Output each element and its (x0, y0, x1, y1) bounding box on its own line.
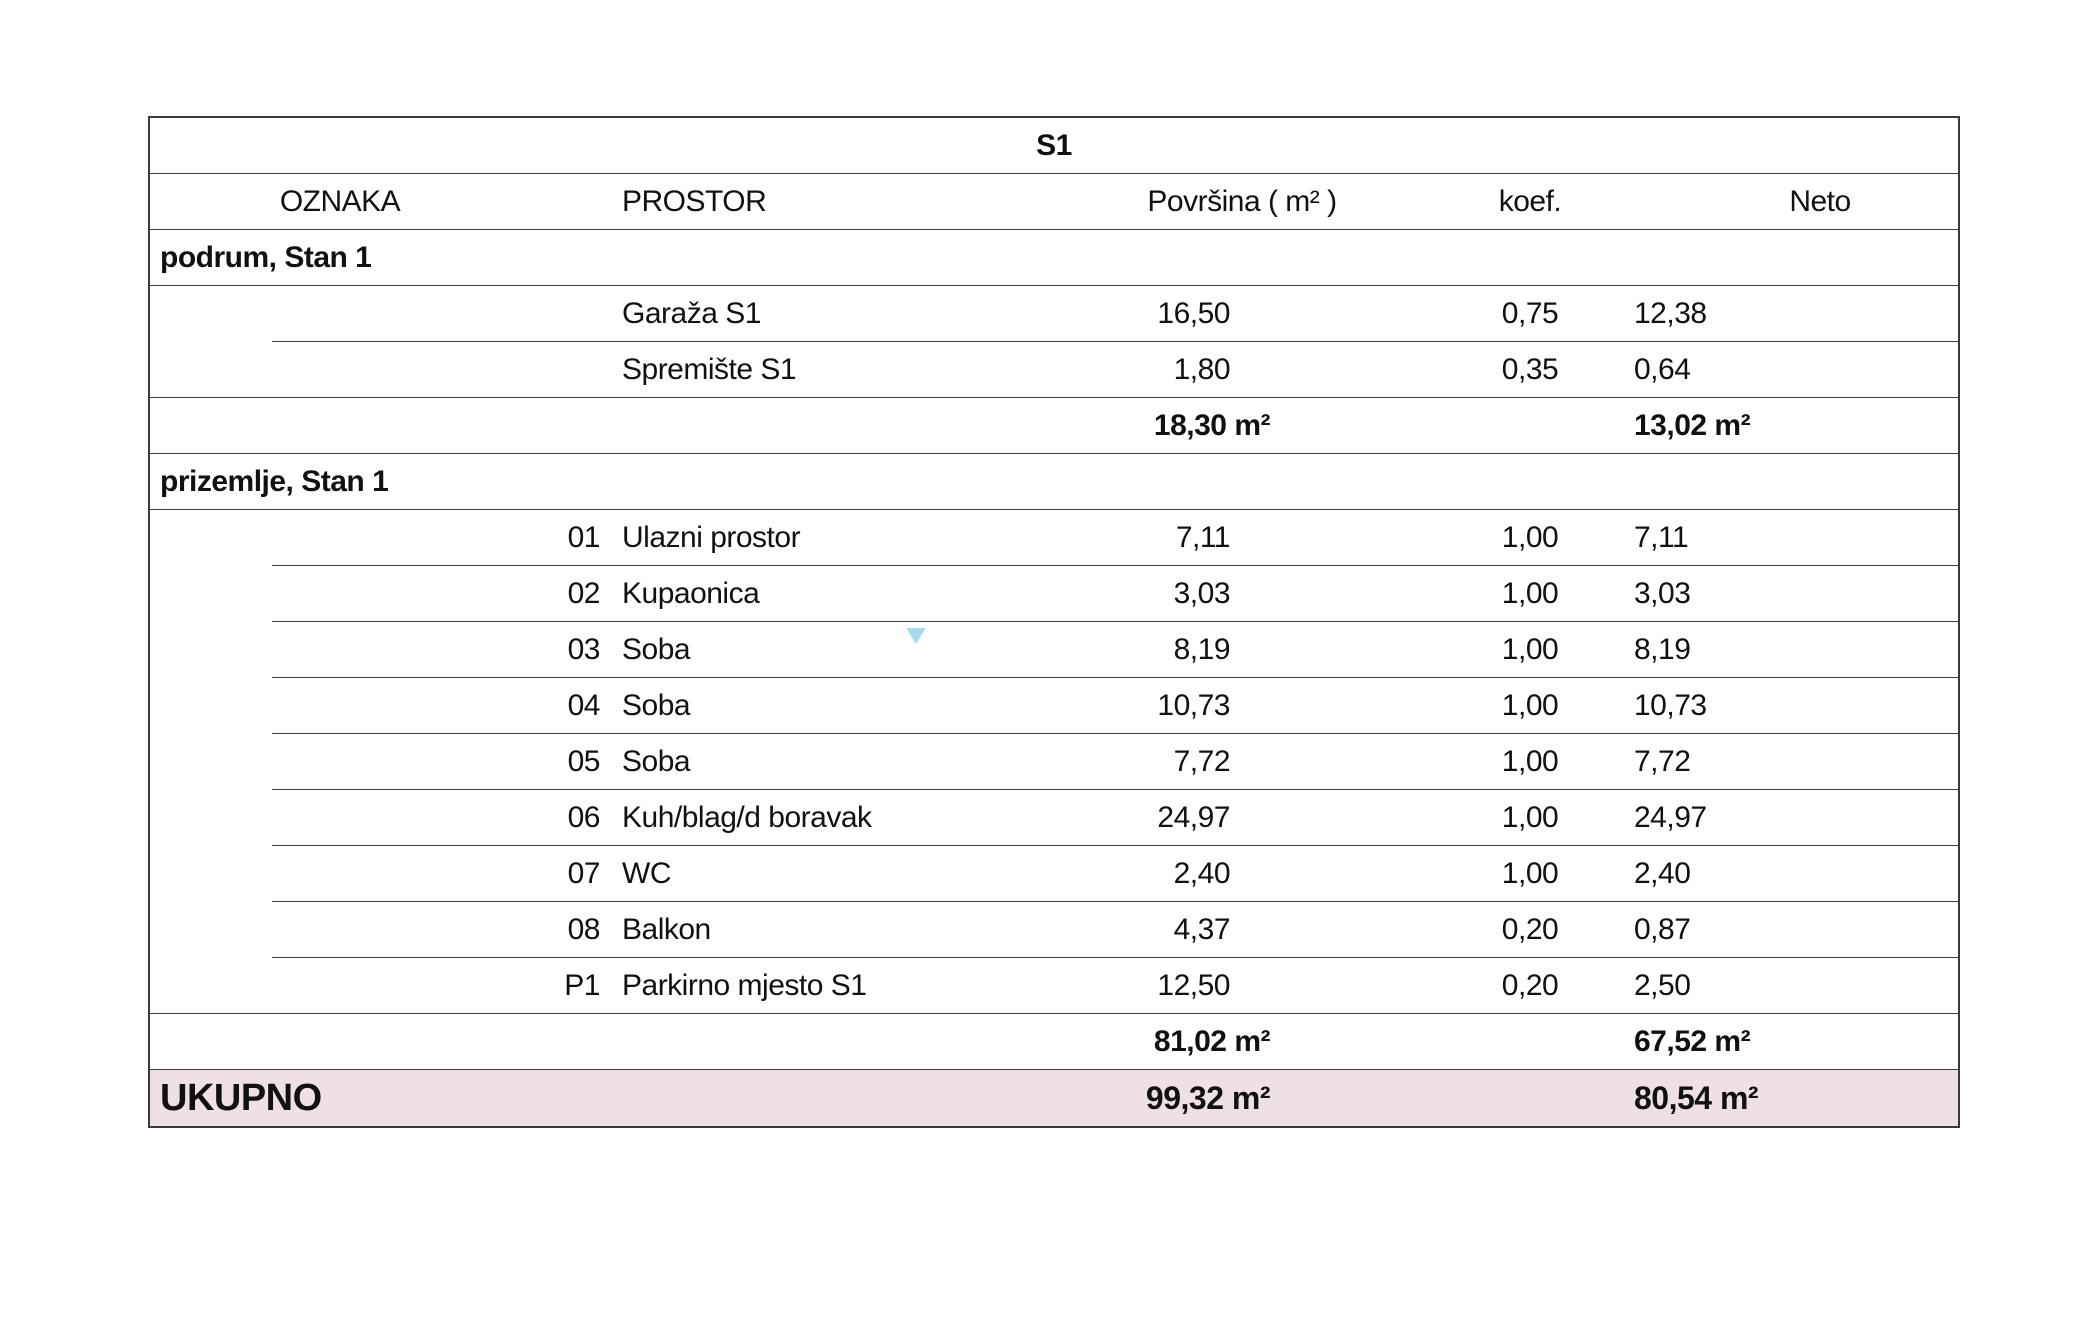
row-neto: 10,73 (1634, 689, 1707, 722)
row-area: 3,03 (1173, 577, 1230, 610)
row-neto: 12,38 (1634, 297, 1707, 330)
table-row (150, 734, 1958, 790)
row-name: WC (622, 857, 671, 890)
table-row (150, 958, 1958, 1014)
row-code: P1 (564, 969, 600, 1002)
subtotal-row-prizemlje (150, 1014, 1958, 1070)
subtotal-area: 81,02 m² (1153, 1025, 1270, 1058)
row-area: 1,80 (1173, 353, 1230, 386)
row-code: 06 (567, 801, 600, 834)
section-header-podrum (150, 230, 1958, 286)
row-neto: 2,50 (1634, 969, 1691, 1002)
table-header-row (150, 174, 1958, 230)
table-row (150, 510, 1958, 566)
row-neto: 2,40 (1634, 857, 1691, 890)
row-name: Kuh/blag/d boravak (622, 801, 872, 834)
subtotal-row-podrum (150, 398, 1958, 454)
row-area: 24,97 (1157, 801, 1230, 834)
table-row (150, 286, 1958, 342)
total-neto: 80,54 m² (1634, 1080, 1759, 1116)
triangle-down-icon (906, 628, 926, 644)
table-row (150, 678, 1958, 734)
row-neto: 7,11 (1634, 521, 1689, 554)
row-area: 2,40 (1173, 857, 1230, 890)
row-name: Soba (622, 745, 691, 778)
subtotal-neto: 67,52 m² (1634, 1025, 1751, 1058)
row-code: 01 (567, 521, 600, 554)
row-koef: 1,00 (1501, 745, 1559, 778)
row-koef: 1,00 (1501, 521, 1559, 554)
row-code (510, 286, 600, 342)
subtotal-neto: 13,02 m² (1634, 409, 1751, 442)
row-koef: 0,35 (1501, 353, 1559, 386)
total-row (150, 1070, 1958, 1126)
row-neto: 24,97 (1634, 801, 1707, 834)
row-neto: 3,03 (1634, 577, 1691, 610)
row-area: 8,19 (1173, 633, 1230, 666)
table-row (150, 342, 1958, 398)
total-label: UKUPNO (160, 1077, 322, 1119)
table-row (150, 790, 1958, 846)
row-koef: 0,75 (1501, 297, 1559, 330)
header-neto: Neto (1789, 185, 1851, 218)
row-code (510, 342, 600, 398)
row-code: 08 (567, 913, 600, 946)
table-title-row (150, 118, 1958, 174)
row-koef: 0,20 (1501, 969, 1559, 1002)
row-neto: 0,87 (1634, 913, 1691, 946)
header-oznaka: OZNAKA (279, 185, 401, 218)
row-neto: 7,72 (1634, 745, 1691, 778)
row-name: Balkon (622, 913, 711, 946)
table-row (150, 846, 1958, 902)
row-name: Parkirno mjesto S1 (622, 969, 867, 1002)
row-koef: 1,00 (1501, 633, 1559, 666)
row-code: 03 (567, 633, 600, 666)
row-code: 05 (567, 745, 600, 778)
total-area: 99,32 m² (1145, 1080, 1270, 1116)
row-neto: 8,19 (1634, 633, 1691, 666)
table-title: S1 (1036, 129, 1072, 162)
row-name: Soba (622, 633, 691, 666)
row-koef: 1,00 (1501, 857, 1559, 890)
row-name: Garaža S1 (622, 297, 761, 330)
header-povrsina: Površina ( m² ) (1147, 185, 1337, 218)
row-name: Kupaonica (622, 577, 760, 610)
row-koef: 1,00 (1501, 801, 1559, 834)
row-area: 16,50 (1157, 297, 1230, 330)
row-koef: 1,00 (1501, 689, 1559, 722)
header-prostor: PROSTOR (622, 185, 767, 218)
section-header-prizemlje (150, 454, 1958, 510)
row-name: Soba (622, 689, 691, 722)
row-area: 7,72 (1173, 745, 1230, 778)
table-row (150, 902, 1958, 958)
section-label: podrum, Stan 1 (160, 241, 372, 274)
section-label: prizemlje, Stan 1 (160, 465, 389, 498)
row-name: Spremište S1 (622, 353, 797, 386)
row-code: 04 (567, 689, 600, 722)
row-code: 07 (567, 857, 600, 890)
row-koef: 1,00 (1501, 577, 1559, 610)
row-area: 12,50 (1157, 969, 1230, 1002)
row-koef: 0,20 (1501, 913, 1559, 946)
header-koef: koef. (1498, 185, 1562, 218)
table-row (150, 622, 1958, 678)
row-area: 4,37 (1173, 913, 1230, 946)
area-table (148, 116, 1960, 1128)
row-area: 7,11 (1175, 521, 1230, 554)
table-row (150, 566, 1958, 622)
row-area: 10,73 (1157, 689, 1230, 722)
row-name: Ulazni prostor (622, 521, 801, 554)
subtotal-area: 18,30 m² (1153, 409, 1270, 442)
row-code: 02 (567, 577, 600, 610)
row-neto: 0,64 (1634, 353, 1691, 386)
